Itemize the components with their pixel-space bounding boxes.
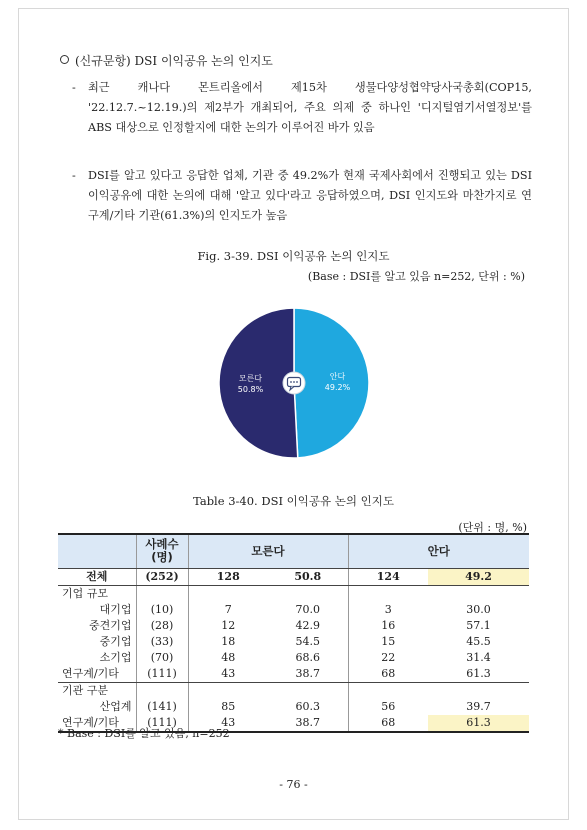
pie-slice-value: 50.8% (237, 385, 264, 395)
cell-n: (28) (136, 618, 188, 634)
row-label: 대기업 (99, 602, 132, 616)
dash-bullet: - (72, 169, 76, 182)
cell-unknown-count: 7 (188, 602, 268, 618)
cell-unknown-pct: 38.7 (268, 666, 348, 683)
cell-unknown-count: 128 (188, 568, 268, 585)
cell-known-count: 56 (348, 699, 428, 715)
cell-known-count: 68 (348, 666, 428, 683)
chat-bubble-icon (283, 372, 305, 394)
row-label: 산업계 (99, 699, 132, 713)
cell-known-pct: 30.0 (466, 602, 491, 616)
cell-unknown-pct: 50.8 (268, 568, 348, 585)
row-label: 중견기업 (88, 618, 132, 632)
cell-unknown-count: 85 (188, 699, 268, 715)
row-label: 연구계/기타 (58, 715, 136, 732)
group-title: 기관 구분 (62, 683, 109, 697)
group-title: 기업 규모 (62, 586, 109, 600)
cell-known-count: 16 (348, 618, 428, 634)
table-row (58, 666, 529, 683)
cell-unknown-count: 43 (188, 666, 268, 683)
header-sample (136, 534, 188, 568)
table-footnote: * Base : DSI를 알고 있음, n=252 (58, 727, 230, 740)
cell-known-pct: 31.4 (466, 650, 491, 664)
cell-known-count: 22 (348, 650, 428, 666)
table-row (58, 634, 529, 650)
cell-unknown-count: 12 (188, 618, 268, 634)
cell-unknown-pct: 54.5 (295, 634, 320, 648)
row-label: 중기업 (99, 634, 132, 648)
cell-known-pct: 49.2 (428, 568, 529, 585)
cell-known-pct: 61.3 (428, 715, 529, 732)
header-blank (58, 534, 136, 568)
pie-chart (217, 306, 371, 460)
page-number: - 76 - (279, 778, 308, 791)
row-label: 연구계/기타 (58, 666, 136, 683)
table-row (58, 618, 529, 634)
cell-known-count: 15 (348, 634, 428, 650)
group-title-row (58, 682, 529, 699)
cell-n: (70) (136, 650, 188, 666)
cell-unknown-pct: 60.3 (295, 699, 320, 713)
cell-known-pct: 45.5 (466, 634, 491, 648)
cell-n: (111) (136, 715, 188, 732)
heading-text: (신규문항) DSI 이익공유 논의 인지도 (75, 54, 273, 68)
header-unknown: 모른다 (188, 534, 348, 568)
table-row-total (58, 568, 529, 585)
cell-known-pct: 57.1 (466, 618, 491, 632)
cell-n: (111) (136, 666, 188, 683)
cell-n: (10) (136, 602, 188, 618)
cell-unknown-pct: 68.6 (295, 650, 320, 664)
paragraph-2 (72, 166, 532, 226)
figure-base-note: (Base : DSI를 알고 있음 n=252, 단위 : %) (307, 270, 525, 283)
cell-known-count: 68 (348, 715, 428, 732)
table-row (58, 650, 529, 666)
paragraph-text: 최근 캐나다 몬트리올에서 제15차 생물다양성협약당사국총회(COP15, '22.12.7.~12.19.)의 제2부가 개최되어, 주요 의제 중 하나인 '디지털염기서열정보'를 ABS 대상으로 인정할지에 대한 논의가 이루어진 바가 있음 (88, 81, 532, 134)
table-row (58, 602, 529, 618)
cell-unknown-count: 43 (188, 715, 268, 732)
pie-slice-label: 안다 (329, 371, 346, 381)
cell-n: (141) (136, 699, 188, 715)
cell-unknown-count: 48 (188, 650, 268, 666)
paragraph-text: DSI를 알고 있다고 응답한 업체, 기관 중 49.2%가 현재 국제사회에서 진행되고 있는 DSI 이익공유에 대한 논의에 대해 '알고 있다'라고 응답하였으며, DSI 인지도와 마찬가지로 연구계/기타 기관(61.3%)의 인지도가 높음 (88, 169, 532, 222)
cell-known-pct: 39.7 (466, 699, 491, 713)
cell-known-pct: 61.3 (428, 666, 529, 683)
group-title-row (58, 585, 529, 602)
cell-unknown-pct: 70.0 (295, 602, 320, 616)
circle-bullet-icon (60, 55, 69, 64)
cell-unknown-pct: 42.9 (295, 618, 320, 632)
cell-n: (33) (136, 634, 188, 650)
row-label: 소기업 (99, 650, 132, 664)
pie-slice-value: 49.2% (324, 382, 351, 392)
table-header-row (58, 534, 529, 568)
cell-known-count: 3 (348, 602, 428, 618)
header-known: 안다 (348, 534, 529, 568)
data-table (58, 533, 529, 733)
table-caption: Table 3-40. DSI 이익공유 논의 인지도 (193, 494, 394, 508)
cell-known-count: 124 (348, 568, 428, 585)
table-unit: (단위 : 명, %) (458, 521, 527, 534)
row-label: 전체 (58, 568, 136, 585)
cell-unknown-count: 18 (188, 634, 268, 650)
header-sample-text: 사례수 (명) (145, 537, 179, 565)
cell-unknown-pct: 38.7 (268, 715, 348, 732)
cell-n: (252) (136, 568, 188, 585)
pie-slice-label: 모른다 (238, 374, 263, 384)
table-row (58, 699, 529, 715)
dash-bullet: - (72, 81, 76, 94)
section-heading (60, 52, 273, 69)
figure-caption: Fig. 3-39. DSI 이익공유 논의 인지도 (197, 249, 390, 263)
paragraph-1 (72, 78, 532, 138)
